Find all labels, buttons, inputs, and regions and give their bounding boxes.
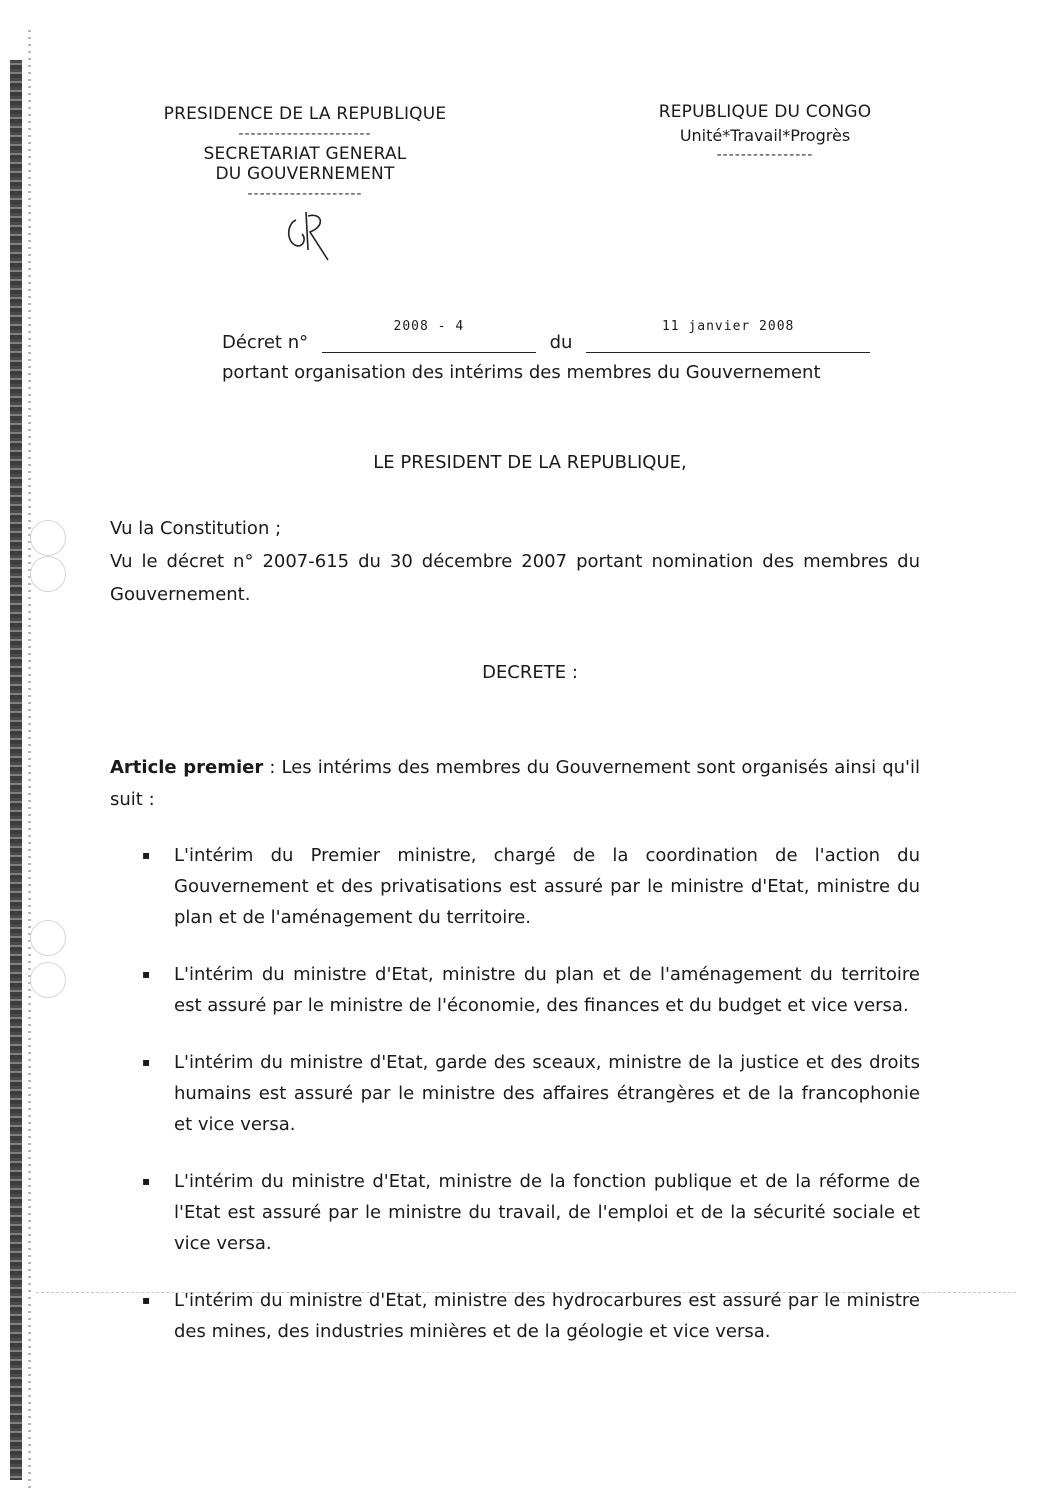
bullet-icon: ▪ [142, 1293, 151, 1307]
decree-number-field [322, 319, 536, 353]
president-heading: LE PRESIDENT DE LA REPUBLIQUE, [373, 452, 687, 473]
list-item: ▪ L'intérim du ministre d'Etat, ministre des hydrocarbures est assuré par le ministre des mines, des industries minières et de la géologie et vice versa. [140, 1285, 920, 1347]
punch-hole [30, 520, 66, 556]
list-item: ▪ L'intérim du ministre d'Etat, garde des sceaux, ministre de la justice et des droits humains est assuré par le ministre des affaires étrangères et de la francophonie et vice versa. [140, 1047, 920, 1140]
separator: ------------------- [247, 186, 363, 202]
national-motto: Unité*Travail*Progrès [679, 126, 851, 145]
bullet-icon: ▪ [142, 967, 151, 981]
list-item: ▪ L'intérim du Premier ministre, chargé de la coordination de l'action du Gouvernement et des privatisations est assuré par le ministre d'Etat, ministre du plan et de l'aménagement du territoire. [140, 840, 920, 933]
decrete-heading: DECRETE : [482, 662, 578, 683]
article-label: Article premier [110, 757, 264, 778]
vu-decret: Vu le décret n° 2007-615 du 30 décembre 2007 portant nomination des membres du Gouvernement. [110, 551, 920, 605]
decree-number-line [222, 319, 870, 353]
decree-du-label: du [549, 332, 573, 353]
separator: ---------------------- [238, 126, 372, 142]
punch-hole [30, 962, 66, 998]
gouvernement-title: DU GOUVERNEMENT [215, 164, 395, 184]
vu-constitution: Vu la Constitution ; [110, 518, 282, 539]
interim-list [140, 840, 920, 1373]
punch-hole [30, 556, 66, 592]
binder-edge [28, 30, 31, 1490]
decree-date: 11 janvier 2008 [661, 319, 795, 334]
bullet-icon: ▪ [142, 1174, 151, 1188]
header-left [130, 104, 480, 204]
header-right [620, 102, 910, 165]
republique-title: REPUBLIQUE DU CONGO [658, 102, 872, 122]
bullet-icon: ▪ [142, 848, 151, 862]
article-text: : Les intérims des membres du Gouvernement sont organisés ainsi qu'il suit : [110, 757, 920, 810]
presidence-title: PRESIDENCE DE LA REPUBLIQUE [163, 104, 447, 124]
bullet-icon: ▪ [142, 1055, 151, 1069]
decree-number: 2008 - 4 [393, 319, 465, 334]
separator: ---------------- [716, 147, 814, 163]
decree-date-field [586, 319, 870, 353]
punch-hole [30, 920, 66, 956]
secretariat-title: SECRETARIAT GENERAL [203, 144, 407, 164]
decree-label: Décret n° [222, 332, 309, 353]
article-premier [110, 752, 920, 816]
initials-signature-mark [282, 206, 332, 264]
binder-strip [10, 60, 22, 1480]
list-item: ▪ L'intérim du ministre d'Etat, ministre de la fonction publique et de la réforme de l'Etat est assuré par le ministre du travail, de l'emploi et de la sécurité sociale et vice versa. [140, 1166, 920, 1259]
decree-subtitle: portant organisation des intérims des membres du Gouvernement [222, 362, 821, 383]
list-item: ▪ L'intérim du ministre d'Etat, ministre du plan et de l'aménagement du territoire est assuré par le ministre de l'économie, des finances et du budget et vice versa. [140, 959, 920, 1021]
vu-block [110, 512, 920, 611]
